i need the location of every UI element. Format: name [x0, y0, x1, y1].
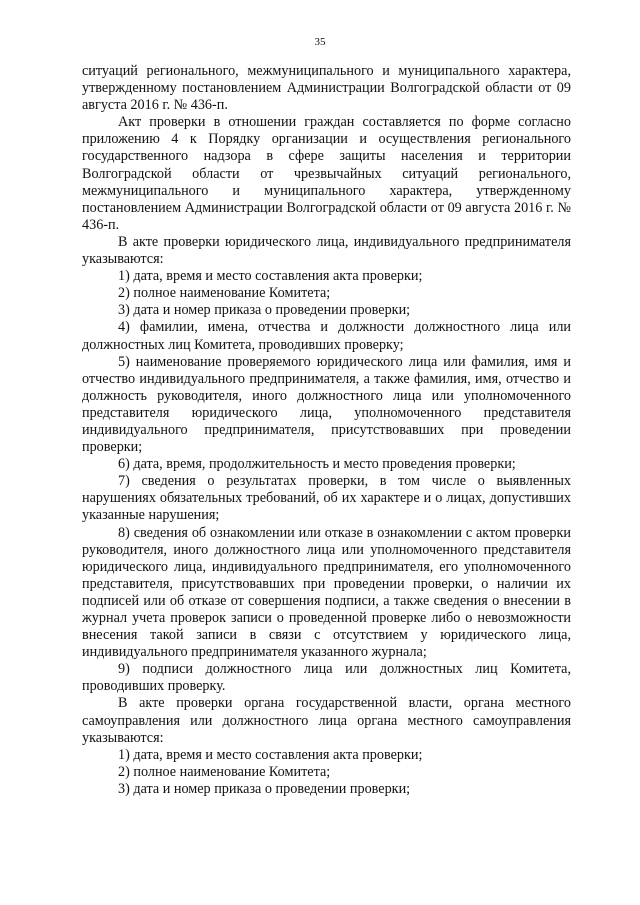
list-item-9: 9) подписи должностного лица или должностных лиц Комитета, проводивших проверку.: [82, 661, 571, 695]
list-item-10: 1) дата, время и место составления акта проверки;: [118, 746, 423, 763]
list-item-6: 6) дата, время, продолжительность и место проведения проверки;: [118, 456, 516, 473]
list-item-4: 4) фамилии, имена, отчества и должности должностного лица или должностных лиц Комитета, проводивших проверку;: [82, 319, 571, 353]
paragraph-4: В акте проверки органа государственной власти, органа местного самоуправления или должностного лица органа местного самоуправления указываются:: [82, 695, 571, 746]
list-item-7: 7) сведения о результатах проверки, в том числе о выявленных нарушениях обязательных требований, об их характере и о лицах, допустивших указанные нарушения;: [82, 473, 571, 524]
list-item-8: 8) сведения об ознакомлении или отказе в ознакомлении с актом проверки руководителя, иного должностного лица или уполномоченного представителя юридического лица, индивидуального предпринимателя, его уполномоченного представителя, присутствовавших при проведении проверки, о наличии их подписей или об отказе от совершения подписи, а также сведения о внесении в журнал учета проверок записи о проведенной проверке либо о невозможности внесения такой записи в связи с отсутствием у юридического лица, индивидуального предпринимателя указанного журнала;: [82, 524, 571, 661]
list-item-3: 3) дата и номер приказа о проведении проверки;: [118, 302, 411, 319]
paragraph-3: В акте проверки юридического лица, индивидуального предпринимателя указываются:: [82, 233, 571, 268]
paragraph-1: ситуаций регионального, межмуниципального и муниципального характера, утвержденному постановлением Администрации Волгоградской области от 09 августа 2016 г. № 436-п.: [82, 63, 571, 114]
document-body: [82, 63, 571, 798]
list-item-2: 2) полное наименование Комитета;: [118, 285, 331, 302]
list-item-5: 5) наименование проверяемого юридического лица или фамилия, имя и отчество индивидуального предпринимателя, а также фамилия, имя, отчество и должность руководителя, иного должностного лица или уполномоченного представителя юридического лица, уполномоченного представителя индивидуального предпринимателя, присутствовавших при проведении проверки;: [82, 353, 571, 456]
list-item-1: 1) дата, время и место составления акта проверки;: [118, 268, 423, 285]
list-item-12: 3) дата и номер приказа о проведении проверки;: [118, 780, 411, 797]
paragraph-2: Акт проверки в отношении граждан составляется по форме согласно приложению 4 к Порядку организации и осуществления регионального государственного надзора в сфере защиты населения и территории Волгоградской области от чрезвычайных ситуаций регионального, межмуниципального и муниципального характера, утвержденному постановлением Администрации Волгоградской области от 09 августа 2016 г. № 436-п.: [82, 114, 571, 233]
list-item-11: 2) полное наименование Комитета;: [118, 763, 331, 780]
page-number: 35: [314, 36, 326, 48]
